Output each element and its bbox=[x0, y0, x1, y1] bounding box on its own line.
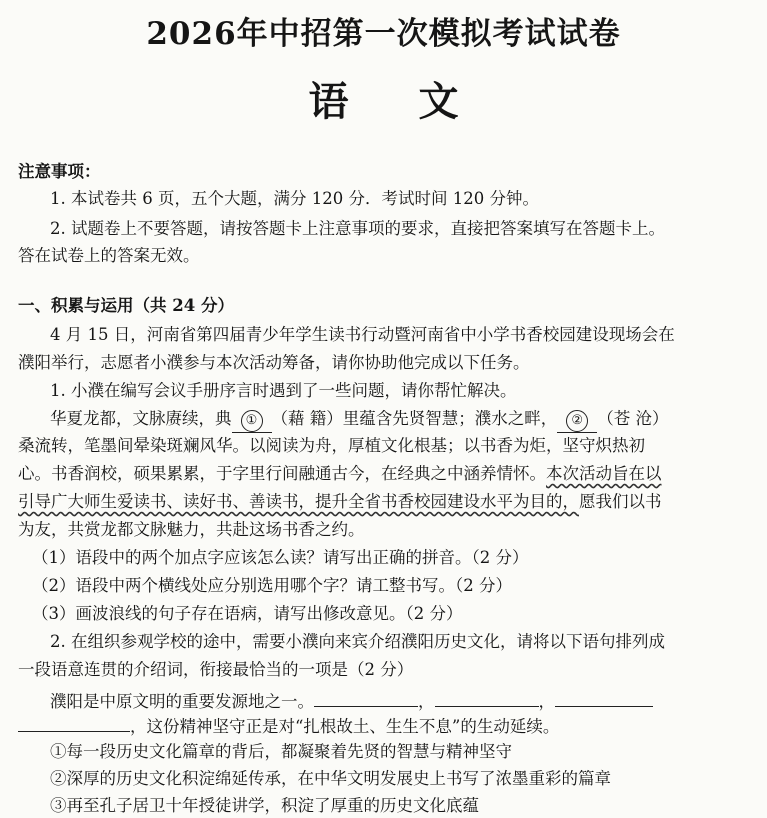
subject-title bbox=[0, 70, 767, 127]
comma: ， bbox=[538, 692, 555, 711]
comma: ， bbox=[418, 692, 435, 711]
exam-title: 2026年中招第一次模拟考试试卷 bbox=[146, 16, 621, 52]
intro-line-1: 4 月 15 日，河南省第四届青少年学生读书行动暨河南省中小学书香校园建设现场会在 bbox=[50, 325, 675, 344]
answer-blank-c[interactable] bbox=[555, 688, 653, 707]
subquestion-1: （1）语段中的两个加点字应该怎么读？请写出正确的拼音。（2 分） bbox=[32, 548, 529, 567]
option-3: ③再至孔子居卫十年授徒讲学，积淀了厚重的历史文化底蕴 bbox=[50, 796, 479, 815]
option-1: ①每一段历史文化篇章的背后，都凝聚着先贤的智慧与精神坚守 bbox=[50, 742, 512, 761]
option-2: ②深厚的历史文化积淀绵延传承，在中华文明发展史上书写了浓墨重彩的篇章 bbox=[50, 769, 611, 788]
fill-text: 濮阳是中原文明的重要发源地之一。 bbox=[50, 692, 314, 711]
intro-line-2: 濮阳举行，志愿者小濮参与本次活动筹备，请你协助他完成以下任务。 bbox=[18, 353, 530, 372]
answer-blank-1[interactable] bbox=[232, 407, 272, 433]
notice-heading: 注意事项： bbox=[18, 162, 101, 181]
wavy-sentence: 本次活动旨在以 bbox=[546, 464, 662, 483]
notice-item-2b: 答在试卷上的答案无效。 bbox=[18, 246, 200, 265]
subquestion-3: （3）画波浪线的句子存在语病，请写出修改意见。（2 分） bbox=[32, 604, 463, 623]
answer-blank-2[interactable] bbox=[557, 407, 597, 433]
passage-line-2: 桑流转，笔墨间晕染斑斓风华。以阅读为舟，厚植文化根基；以书香为炬，坚守炽热初 bbox=[18, 436, 645, 455]
passage-line-1 bbox=[50, 407, 669, 433]
subject-char-2: 文 bbox=[418, 78, 459, 125]
section1-heading: 一、积累与运用（共 24 分） bbox=[18, 296, 234, 315]
subject-char-1: 语 bbox=[308, 78, 349, 125]
passage-text: 华夏龙都，文脉赓续，典 bbox=[50, 409, 232, 428]
notice-item-2a: 2. 试题卷上不要答题，请按答题卡上注意事项的要求，直接把答案填写在答题卡上。 bbox=[50, 219, 665, 238]
fill-line-1 bbox=[50, 688, 653, 714]
passage-line-5: 为友，共赏龙都文脉魅力，共赴这场书香之约。 bbox=[18, 520, 365, 539]
question-2-line-1: 2. 在组织参观学校的途中，需要小濮向来宾介绍濮阳历史文化，请将以下语句排列成 bbox=[50, 632, 665, 651]
wavy-sentence: 引导广大师生爱读书、读好书、善读书，提升全省书香校园建设水平为目的， bbox=[18, 492, 579, 511]
passage-text: 愿我们以书 bbox=[579, 492, 662, 511]
question-2-line-2: 一段语意连贯的介绍词，衔接最恰当的一项是（2 分） bbox=[18, 660, 414, 679]
passage-line-4 bbox=[18, 490, 662, 514]
passage-line-3 bbox=[18, 462, 662, 486]
blank-number-1: ① bbox=[241, 410, 263, 432]
passage-text: （苍 沧） bbox=[597, 409, 669, 428]
answer-blank-b[interactable] bbox=[435, 688, 539, 707]
subquestion-2: （2）语段中两个横线处应分别选用哪个字？请工整书写。（2 分） bbox=[32, 576, 512, 595]
question-1: 1. 小濮在编写会议手册序言时遇到了一些问题，请你帮忙解决。 bbox=[50, 381, 517, 400]
passage-text: （藉 籍）里蕴含先贤智慧；濮水之畔， bbox=[271, 409, 558, 428]
answer-blank-d[interactable] bbox=[18, 713, 130, 732]
answer-blank-a[interactable] bbox=[314, 688, 418, 707]
fill-line-2 bbox=[18, 713, 559, 739]
notice-item-1: 1. 本试卷共 6 页，五个大题，满分 120 分．考试时间 120 分钟。 bbox=[50, 189, 539, 208]
blank-number-2: ② bbox=[566, 410, 588, 432]
passage-text: 心。书香润校，硕果累累，于字里行间融通古今，在经典之中涵养情怀。 bbox=[18, 464, 546, 483]
fill-text: ，这份精神坚守正是对“扎根故土、生生不息”的生动延续。 bbox=[130, 717, 560, 736]
